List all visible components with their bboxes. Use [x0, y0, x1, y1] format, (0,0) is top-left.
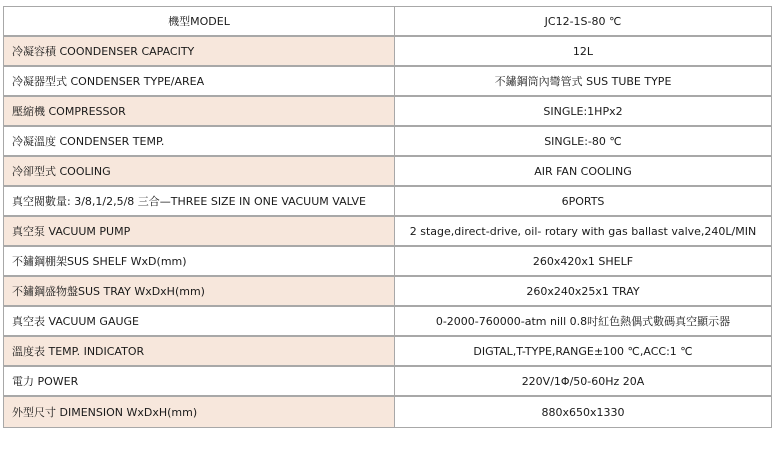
table-row	[4, 187, 771, 217]
header-value: JC12-1S-80 ℃	[395, 7, 771, 37]
row-label: 電力 POWER	[4, 367, 395, 397]
row-label: 溫度表 TEMP. INDICATOR	[4, 337, 395, 367]
row-value: SINGLE:-80 ℃	[395, 127, 771, 157]
table-row	[4, 37, 771, 67]
table-row	[4, 97, 771, 127]
spec-table	[3, 6, 772, 428]
table-row	[4, 127, 771, 157]
row-label: 壓縮機 COMPRESSOR	[4, 97, 395, 127]
row-label: 冷凝器型式 CONDENSER TYPE/AREA	[4, 67, 395, 97]
row-value: 880x650x1330	[395, 397, 771, 427]
row-value: 260x240x25x1 TRAY	[395, 277, 771, 307]
row-label: 真空閥數量: 3/8,1/2,5/8 三合—THREE SIZE IN ONE VACUUM VALVE	[4, 187, 395, 217]
row-value: AIR FAN COOLING	[395, 157, 771, 187]
table-row	[4, 157, 771, 187]
table-row	[4, 307, 771, 337]
row-value: 2 stage,direct-drive, oil- rotary with gas ballast valve,240L/MIN	[395, 217, 771, 247]
row-label: 外型尺寸 DIMENSION WxDxH(mm)	[4, 397, 395, 427]
row-label: 真空表 VACUUM GAUGE	[4, 307, 395, 337]
row-value: 12L	[395, 37, 771, 67]
table-header-row	[4, 7, 771, 37]
header-label: 機型MODEL	[4, 7, 395, 37]
table-row	[4, 337, 771, 367]
row-value: 6PORTS	[395, 187, 771, 217]
table-row	[4, 397, 771, 427]
table-row	[4, 217, 771, 247]
row-label: 冷凝溫度 CONDENSER TEMP.	[4, 127, 395, 157]
row-label: 不鏽鋼棚架SUS SHELF WxD(mm)	[4, 247, 395, 277]
row-label: 冷凝容積 COONDENSER CAPACITY	[4, 37, 395, 67]
row-value: 220V/1Φ/50-60Hz 20A	[395, 367, 771, 397]
row-value: DIGTAL,T-TYPE,RANGE±100 ℃,ACC:1 ℃	[395, 337, 771, 367]
row-label: 冷卻型式 COOLING	[4, 157, 395, 187]
row-value: 0-2000-760000-atm nill 0.8吋紅色熱偶式數碼真空顯示器	[395, 307, 771, 337]
row-value: 不鏽鋼筒內彎管式 SUS TUBE TYPE	[395, 67, 771, 97]
row-label: 不鏽鋼盛物盤SUS TRAY WxDxH(mm)	[4, 277, 395, 307]
row-value: 260x420x1 SHELF	[395, 247, 771, 277]
table-row	[4, 367, 771, 397]
row-value: SINGLE:1HPx2	[395, 97, 771, 127]
table-row	[4, 67, 771, 97]
row-label: 真空泵 VACUUM PUMP	[4, 217, 395, 247]
table-row	[4, 247, 771, 277]
table-row	[4, 277, 771, 307]
